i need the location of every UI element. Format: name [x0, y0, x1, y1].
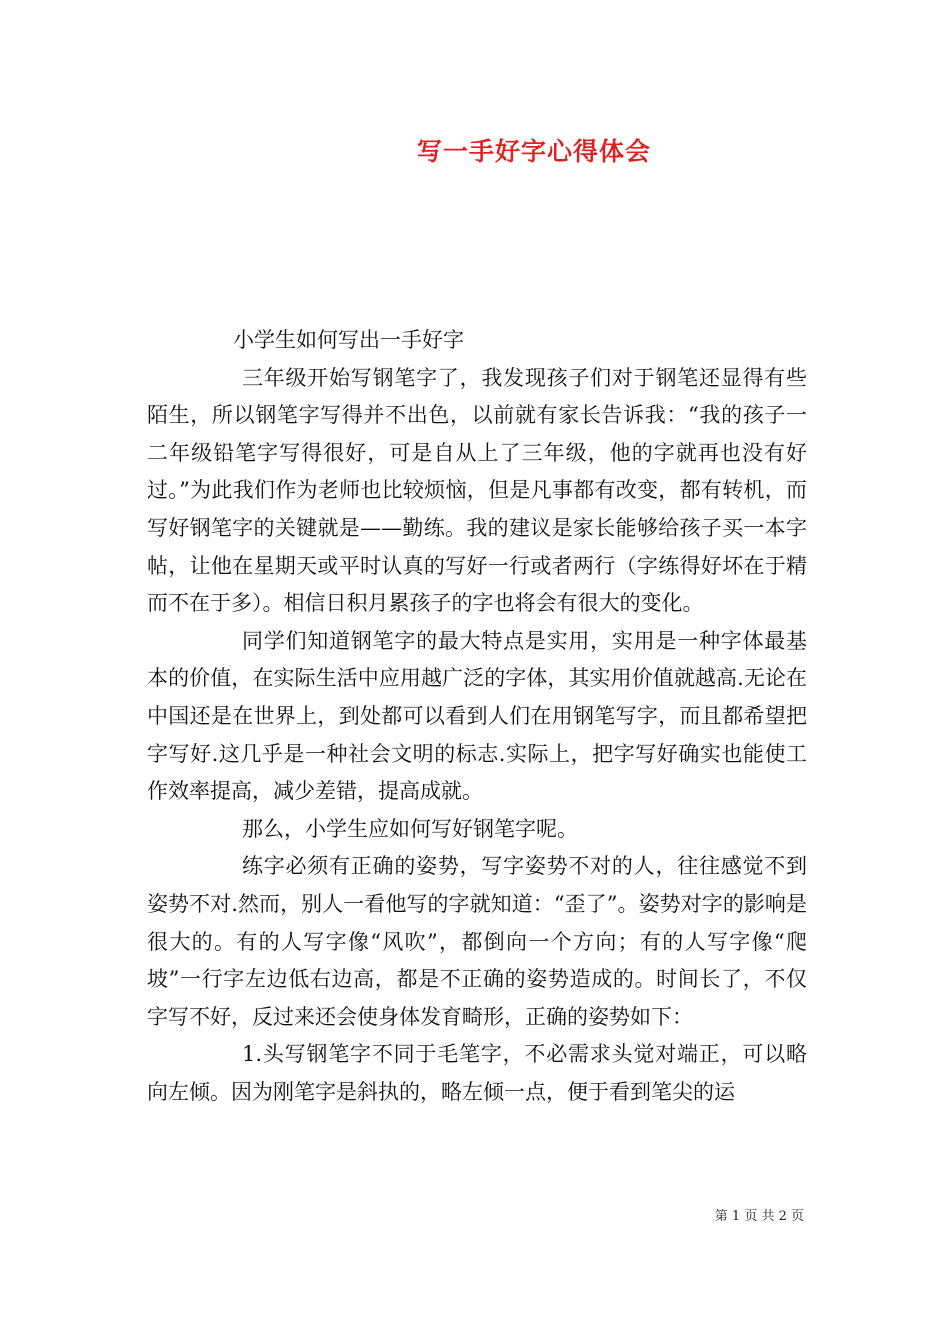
paragraph: 那么，小学生应如何写好钢笔字呢。: [242, 816, 578, 841]
document-title: 写一手好字心得体会: [416, 137, 651, 166]
paragraph: 三年级开始写钢笔字了，我发现孩子们对于钢笔还显得有些陌生，所以钢笔字写得并不出色，以前就有家长告诉我：“我的孩子一二年级铅笔字写得很好，可是自从上了三年级，他的字就再也没有好过。”为此我们作为老师也比较烦恼，但是凡事都有改变，都有转机，而写好钢笔字的关键就是——勤练。我的建议是家长能够给孩子买一本字帖，让他在星期天或平时认真的写好一行或者两行（字练得好坏在于精而不在于多）。相信日积月累孩子的字也将会有很大的变化。: [147, 365, 807, 616]
paragraph: 1.头写钢笔字不同于毛笔字，不必需求头觉对端正，可以略向左倾。因为刚笔字是斜执的，略左倾一点，便于看到笔尖的运: [147, 1042, 807, 1104]
document-body: [147, 322, 807, 1111]
document-subtitle: 小学生如何写出一手好字: [233, 328, 464, 352]
paragraph: 同学们知道钢笔字的最大特点是实用，实用是一种字体最基本的价值，在实际生活中应用越广泛的字体，其实用价值就越高.无论在中国还是在世界上，到处都可以看到人们在用钢笔写字，而且都希望把字写好.这几乎是一种社会文明的标志.实际上，把字写好确实也能使工作效率提高，减少差错，提高成就。: [147, 628, 807, 804]
page-number: 第 1 页 共 2 页: [714, 1209, 804, 1224]
paragraph: 练字必须有正确的姿势，写字姿势不对的人，往往感觉不到姿势不对.然而，别人一看他写的字就知道：“歪了”。姿势对字的影响是很大的。有的人写字像“风吹”，都倒向一个方向；有的人写字像“爬坡”一行字左边低右边高，都是不正确的姿势造成的。时间长了，不仅字写不好，反过来还会使身体发育畸形，正确的姿势如下：: [147, 854, 807, 1029]
